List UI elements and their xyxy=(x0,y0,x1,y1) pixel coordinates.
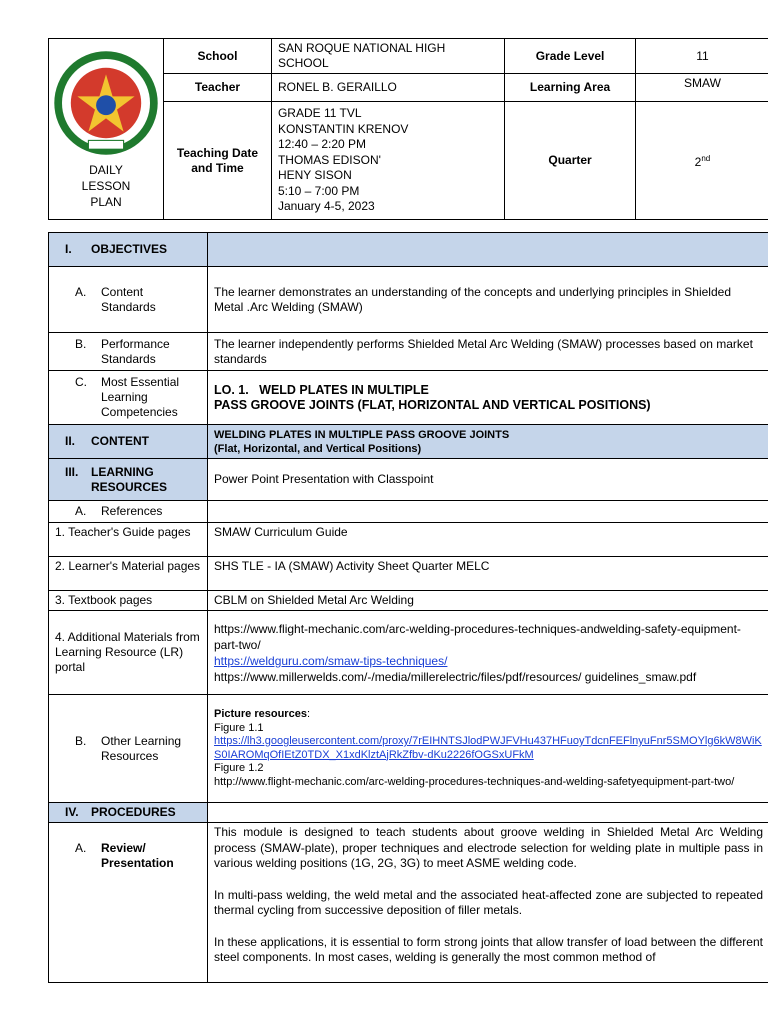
objectives-heading: I. OBJECTIVES xyxy=(49,233,208,267)
melc-text: LO. 1. WELD PLATES IN MULTIPLE PASS GROOVE JOINTS (FLAT, HORIZONTAL AND VERTICAL POSITIONS) xyxy=(208,371,768,425)
textbook-label: 3. Textbook pages xyxy=(49,591,208,611)
picture-resources-heading: Picture resources xyxy=(214,708,307,720)
header-table xyxy=(48,38,768,220)
quarter-suffix: nd xyxy=(701,154,711,163)
other-resources-label: B. Other Learning Resources xyxy=(49,695,208,803)
performance-standards-label: B. Performance Standards xyxy=(49,333,208,371)
school-seal-logo xyxy=(51,48,161,158)
grade-value: 11 xyxy=(635,39,768,74)
figure-1-1-url[interactable]: https://lh3.googleusercontent.com/proxy/7rEIHNTSJlodPWJFVHu437HFuoyTdcnFEFlnyuFnr5SMOYlg6kW8WiKS0IAROMqOfIEtZ0TDX_X1xdKlztAjRkZfbv-dKu2226fOGSxUFkM xyxy=(214,735,762,761)
teachers-guide-text: SMAW Curriculum Guide xyxy=(208,523,768,557)
review-presentation-label: A. Review/ Presentation xyxy=(49,823,208,983)
figure-1-1-label: Figure 1.1 xyxy=(214,721,264,734)
learners-material-label: 2. Learner's Material pages xyxy=(49,557,208,591)
school-value: SAN ROQUE NATIONAL HIGH SCHOOL xyxy=(271,39,504,74)
procedure-paragraph-2: In multi-pass welding, the weld metal and the associated heat-affected zone are subjected to repeated thermal cycling from successive deposition of filler metals. xyxy=(214,887,763,917)
learning-resources-heading: III. LEARNING RESOURCES xyxy=(49,459,208,501)
teacher-value: RONEL B. GERAILLO xyxy=(271,74,504,102)
learning-resources-text: Power Point Presentation with Classpoint xyxy=(208,459,768,501)
quarter-label: Quarter xyxy=(505,102,636,220)
procedure-paragraph-3: In these applications, it is essential to form strong joints that allow transfer of load between the different steel components. In most cases, welding is generally the most common method of xyxy=(214,934,763,964)
content-standards-text: The learner demonstrates an understanding of the concepts and underlying principles in Shielded Metal .Arc Welding (SMAW) xyxy=(208,267,768,333)
melc-label: C. Most Essential Learning Competencies xyxy=(49,371,208,425)
content-heading: II. CONTENT xyxy=(49,425,208,459)
quarter-value xyxy=(635,102,768,220)
references-label: A. References xyxy=(49,501,208,523)
school-label: School xyxy=(164,39,272,74)
logo-cell xyxy=(49,39,164,220)
content-text: WELDING PLATES IN MULTIPLE PASS GROOVE JOINTS (Flat, Horizontal, and Vertical Positions) xyxy=(208,425,768,459)
performance-standards-text: The learner independently performs Shielded Metal Arc Welding (SMAW) processes based on market standards xyxy=(208,333,768,371)
area-value: SMAW xyxy=(635,74,768,102)
lesson-table xyxy=(48,232,768,983)
procedures-heading: IV. PROCEDURES xyxy=(49,803,208,823)
date-label: Teaching Date and Time xyxy=(164,102,272,220)
lr-url-3[interactable]: https://www.millerwelds.com/-/media/millerelectric/files/pdf/resources/ guidelines_smaw.pdf xyxy=(214,669,697,684)
picture-resources: Picture resources: Figure 1.1 https://lh3.googleusercontent.com/proxy/7rEIHNTSJlodPWJFVHu437HFuoyTdcnFEFlnyuFnr5SMOYlg6kW8WiKS0IAROMqOfIEtZ0TDX_X1xdKlztAjRkZfbv-dKu2226fOGSxUFkM Figure 1.2 http://www.flight-mechanic.com/arc-welding-procedures-techniques-and-welding-safetyequipment-part-two/ xyxy=(208,695,768,803)
content-standards-label: A. Content Standards xyxy=(49,267,208,333)
lr-portal-label: 4. Additional Materials from Learning Resource (LR) portal xyxy=(49,611,208,695)
procedure-paragraph-1: This module is designed to teach students about groove welding in Shielded Metal Arc Welding process (SMAW-plate), proper techniques and electrode selection for welding plate in multiple pass in various welding positions (1G, 2G, 3G) to meet ASME welding code. xyxy=(214,825,763,870)
figure-1-2-url[interactable]: http://www.flight-mechanic.com/arc-welding-procedures-techniques-and-welding-safetyequipment-part-two/ xyxy=(214,775,735,788)
teachers-guide-label: 1. Teacher's Guide pages xyxy=(49,523,208,557)
teacher-label: Teacher xyxy=(164,74,272,102)
area-label: Learning Area xyxy=(505,74,636,102)
learners-material-text: SHS TLE - IA (SMAW) Activity Sheet Quarter MELC xyxy=(208,557,768,591)
figure-1-2-label: Figure 1.2 xyxy=(214,762,264,774)
quarter-number: 2 xyxy=(694,155,702,169)
lr-url-2[interactable]: https://weldguru.com/smaw-tips-techniques/ xyxy=(214,653,448,668)
lr-portal-links xyxy=(208,611,768,695)
dlp-title: DAILY LESSON PLAN xyxy=(81,163,131,209)
review-presentation-text xyxy=(208,823,768,983)
grade-label: Grade Level xyxy=(505,39,636,74)
date-value: GRADE 11 TVL KONSTANTIN KRENOV 12:40 – 2:20 PM THOMAS EDISON' HENY SISON 5:10 – 7:00 PM January 4-5, 2023 xyxy=(271,102,504,220)
textbook-text: CBLM on Shielded Metal Arc Welding xyxy=(208,591,768,611)
lr-url-1[interactable]: https://www.flight-mechanic.com/arc-welding-procedures-techniques-andwelding-safety-equipment-part-two/ xyxy=(214,621,741,652)
